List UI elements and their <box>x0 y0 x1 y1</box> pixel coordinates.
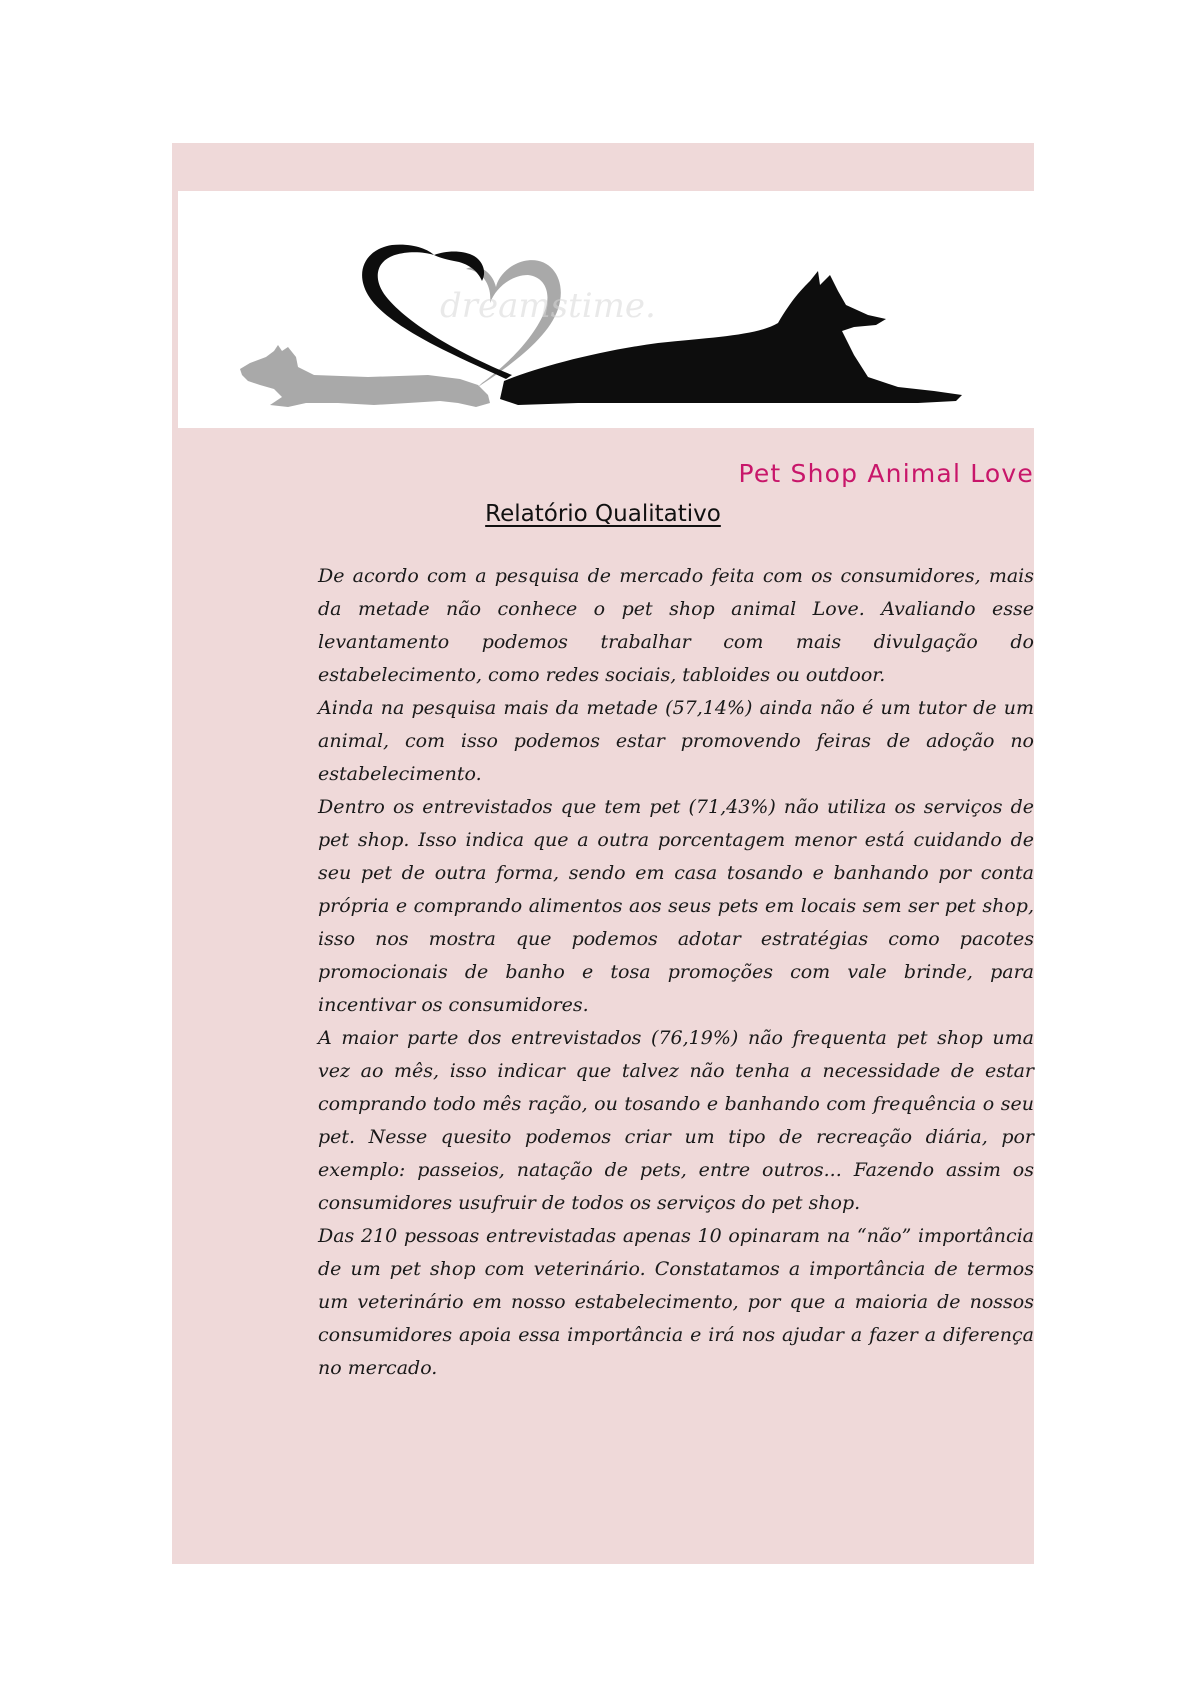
shop-name: Pet Shop Animal Love <box>738 459 1034 488</box>
report-body <box>318 560 1034 1385</box>
paragraph-services: Dentro os entrevistados que tem pet (71,43%) não utiliza os serviços de pet shop. Isso indica que a outra porcentagem menor está cuidando de seu pet de outra forma, sendo em casa tosando e banhando por conta própria e comprando alimentos aos seus pets em locais sem ser pet shop, isso nos mostra que podemos adotar estratégias como pacotes promocionais de banho e tosa promoções com vale brinde, para incentivar os consumidores. <box>318 796 1034 1016</box>
paragraph-veterinary: Das 210 pessoas entrevistadas apenas 10 opinaram na “não” importância de um pet shop com veterinário. Constatamos a importância de termos um veterinário em nosso estabelecimento, por que a maioria de nossos consumidores apoia essa importância e irá nos ajudar a fazer a diferença no mercado. <box>318 1225 1034 1379</box>
paragraph-frequency: A maior parte dos entrevistados (76,19%) não frequenta pet shop uma vez ao mês, isso indicar que talvez não tenha a necessidade de estar comprando todo mês ração, ou tosando e banhando com frequência o seu pet. Nesse quesito podemos criar um tipo de recreação diária, por exemplo: passeios, natação de pets, entre outros... Fazendo assim os consumidores usufruir de todos os serviços do pet shop. <box>318 1027 1034 1214</box>
paragraph-awareness: De acordo com a pesquisa de mercado feita com os consumidores, mais da metade não conhece o pet shop animal Love. Avaliando esse levantamento podemos trabalhar com mais divulgação do estabelecimento, como redes sociais, tabloides ou outdoor. <box>318 565 1034 686</box>
cat-dog-heart-logo <box>178 191 1034 428</box>
watermark-text: dreamstime. <box>440 286 656 326</box>
report-page <box>172 143 1034 1564</box>
banner-image <box>178 191 1034 428</box>
report-title: Relatório Qualitativo <box>485 501 721 527</box>
paragraph-adoption: Ainda na pesquisa mais da metade (57,14%) ainda não é um tutor de um animal, com isso podemos estar promovendo feiras de adoção no estabelecimento. <box>318 697 1034 785</box>
